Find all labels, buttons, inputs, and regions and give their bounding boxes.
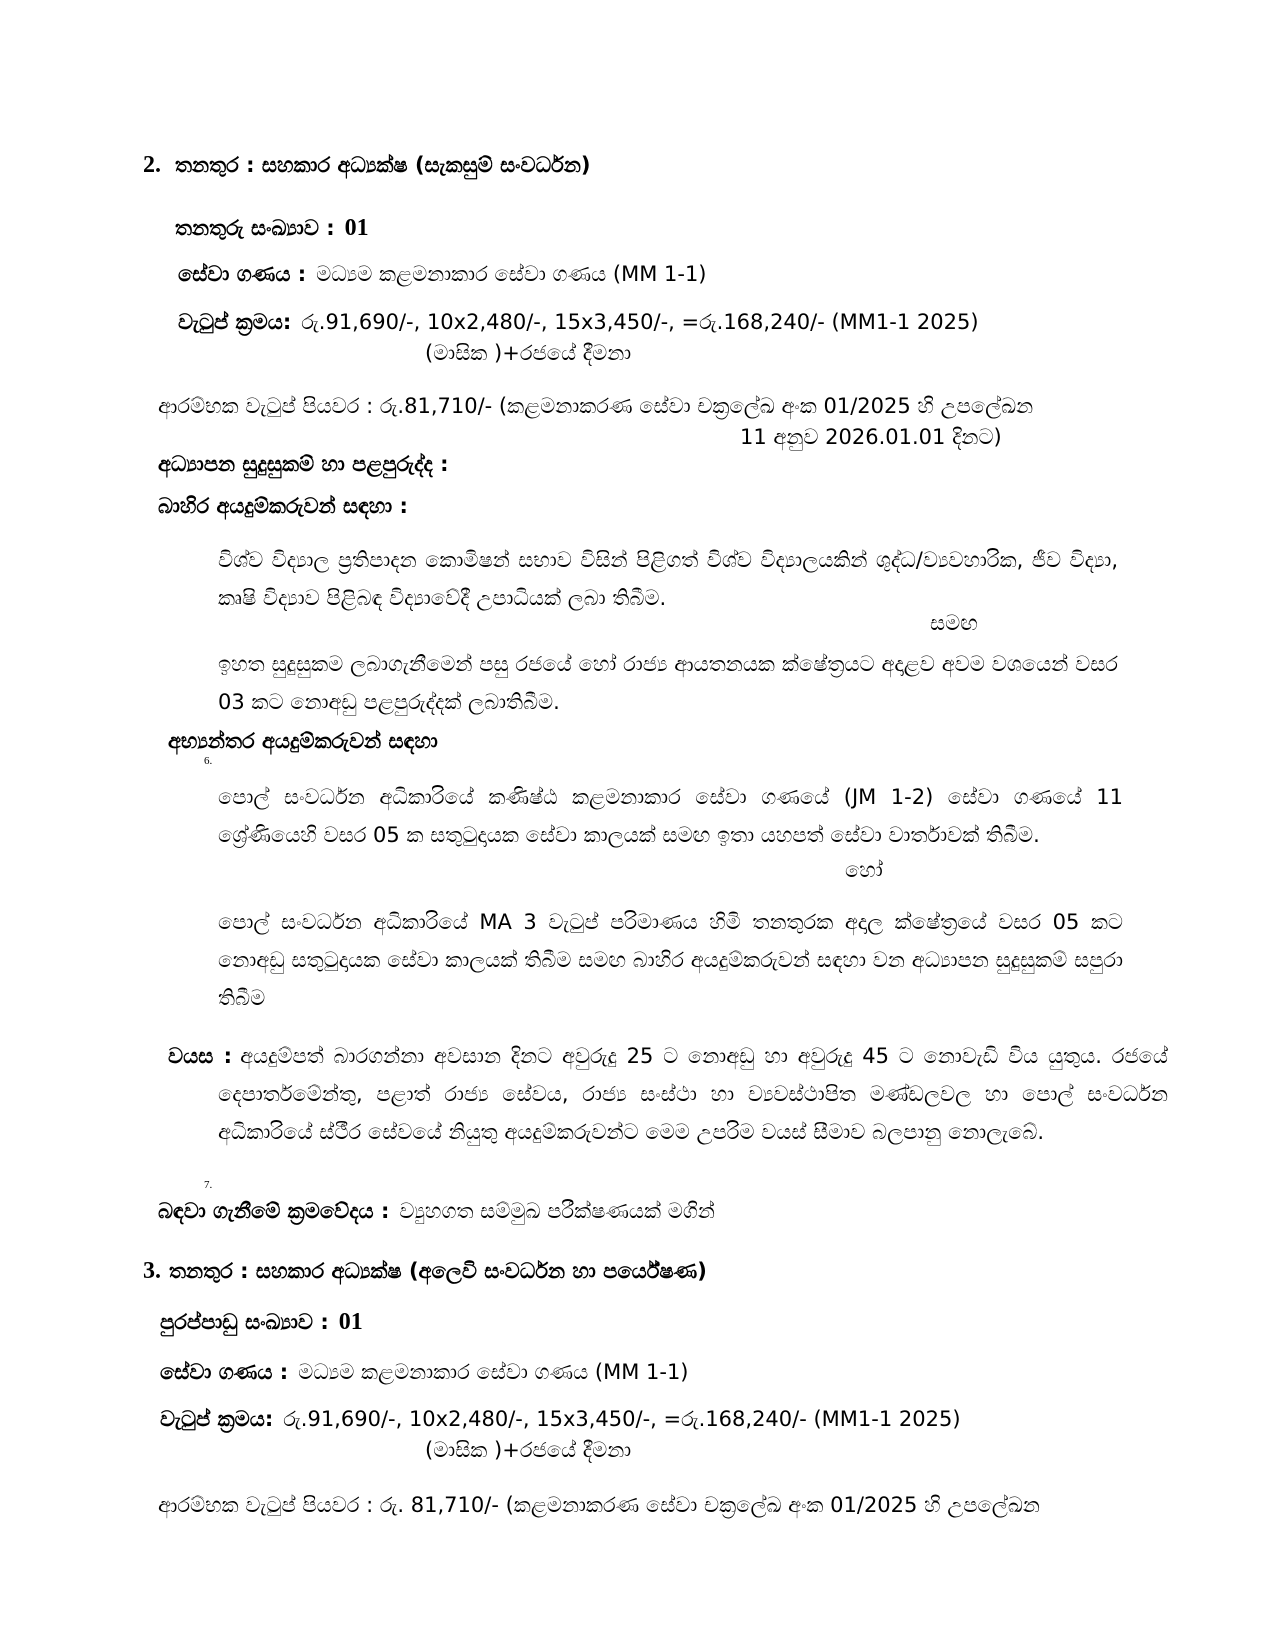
service-grade-label-3: සේවා ගණය : xyxy=(160,1360,289,1384)
recruitment-method-line xyxy=(158,1196,715,1226)
age-label: වයස : xyxy=(168,1044,233,1068)
position-3-salary-note: (මාසික )+රජයේ දීමනා xyxy=(425,1438,632,1462)
salary-scheme-value-3: රු.91,690/-, 10x2,480/-, 15x3,450/-, =රු.168,240/- (MM1-1 2025) xyxy=(283,1407,961,1431)
service-grade-label: සේවා ගණය : xyxy=(178,262,307,286)
position-3-title: තනතුර : සහකාර අධ්‍යක්ෂ (අලෙවි සංවර්ධන හා පර්යේෂණ) xyxy=(169,1259,707,1283)
footnote-marker-7: 7. xyxy=(204,1179,213,1191)
vacancy-count-label: තනතුරු සංඛ්‍යාව : xyxy=(175,216,335,240)
position-2-title: තනතුර : සහකාර අධ්‍යක්ෂ (සැකසුම් සංවර්ධන) xyxy=(175,153,591,177)
position-2-heading xyxy=(143,150,591,180)
vacancy-count-label-3: පුරප්පාඩු සංඛ්‍යාව : xyxy=(160,1310,329,1334)
age-paragraph xyxy=(168,1037,1168,1151)
position-3-service-grade-line xyxy=(160,1357,689,1387)
qualifications-heading: අධ්‍යාපන සුදුසුකම් හා පළපුරුද්ද : xyxy=(158,452,449,476)
external-experience-paragraph: ඉහත සුදුසුකම ලබාගැනීමෙන් පසු රජයේ හෝ රාජ්‍ය ආයතනයක ක්ෂේත්‍රයට අදාළව අවම වශයෙන් වසර 03 කට නොඅඩු පළපුරුද්දක් ලබාතිබීම. xyxy=(218,652,1118,714)
vacancy-count-value: 01 xyxy=(344,215,369,241)
position-2-salary-line xyxy=(178,307,979,337)
position-3-initial-salary-line1: ආරම්භක වැටුප් පියවර : රු. 81,710/- (කළමනාකරණ සේවා චක්‍රලේඛ අංක 01/2025 හි උපලේඛන xyxy=(158,1493,1040,1517)
external-qualification-paragraph: විශ්ව විද්‍යාල ප්‍රතිපාදන කොමිෂන් සභාව විසින් පිළිගත් විශ්ව විද්‍යාලයකින් ශුද්ධ/ව්‍යවහාරික, ජීව විද්‍යා, කෘෂි විද්‍යාව පිළිබඳ විද්‍යාවේදී උපාධියක් ලබා තිබීම. xyxy=(218,548,1118,610)
service-grade-value: මධ්‍යම කළමනාකාර සේවා ගණය (MM 1-1) xyxy=(316,262,707,286)
salary-scheme-label: වැටුප් ක්‍රමය: xyxy=(178,310,292,334)
conjunction-or: හෝ xyxy=(845,858,883,882)
age-text: අයදුම්පත් බාරගන්නා අවසාන දිනට අවුරුදු 25 ට නොඅඩු හා අවුරුදු 45 ට නොවැඩි විය යුතුය. රජයේ දෙපාර්තමේන්තු, පළාත් රාජ්‍ය සේවය, රාජ්‍ය සංස්ථා හා ව්‍යවස්ථාපිත මණ්ඩලවල හා පොල් සංවර්ධන අධිකාරියේ ස්ථීර සේවයේ නියුතු අයදුම්කරුවන්ට මෙම උපරිම වයස් සීමාව බලපානු නොලැබේ. xyxy=(218,1044,1168,1144)
recruitment-method-label: බඳවා ගැනීමේ ක්‍රමවේදය : xyxy=(158,1199,390,1223)
footnote-marker-6: 6. xyxy=(204,755,213,767)
position-3-salary-line xyxy=(160,1404,961,1434)
recruitment-method-value: ව්‍යුහගත සම්මුඛ පරීක්ෂණයක් මගින් xyxy=(399,1199,715,1223)
salary-scheme-value: රු.91,690/-, 10x2,480/-, 15x3,450/-, =රු.168,240/- (MM1-1 2025) xyxy=(301,310,979,334)
external-applicants-heading: බාහිර අයදුම්කරුවන් සඳහා : xyxy=(158,494,408,518)
service-grade-value-3: මධ්‍යම කළමනාකාර සේවා ගණය (MM 1-1) xyxy=(298,1360,689,1384)
position-3-heading xyxy=(143,1256,707,1286)
position-2-number: 2. xyxy=(143,152,161,178)
salary-scheme-label-3: වැටුප් ක්‍රමය: xyxy=(160,1407,274,1431)
position-2-vacancy-line xyxy=(175,213,369,243)
conjunction-with: සමඟ xyxy=(930,611,978,635)
vacancy-count-value-3: 01 xyxy=(338,1309,363,1335)
position-2-salary-note: (මාසික )+රජයේ දීමනා xyxy=(425,341,632,365)
internal-salary-scale-paragraph: පොල් සංවර්ධන අධිකාරියේ MA 3 වැටුප් පරිමාණය හිමි තනතුරක අදාල ක්ෂේත්‍රයේ වසර 05 කට නොඅඩු සතුටුදායක සේවා කාලයක් තිබීම සමඟ බාහිර අයදුම්කරුවන් සඳහා වන අධ්‍යාපන සුදුසුකම් සපුරා තිබීම xyxy=(218,910,1123,1010)
position-3-vacancy-line xyxy=(160,1307,363,1337)
internal-applicants-heading: අභ්‍යන්තර අයදුම්කරුවන් සඳහා xyxy=(168,729,438,753)
position-2-initial-salary-line2: 11 අනුව 2026.01.01 දිනට) xyxy=(740,425,1002,449)
position-2-initial-salary-line1: ආරම්භක වැටුප් පියවර : රු.81,710/- (කළමනාකරණ සේවා චක්‍රලේඛ අංක 01/2025 හි උපලේඛන xyxy=(158,394,1034,418)
position-3-number: 3. xyxy=(143,1258,161,1284)
position-2-service-grade-line xyxy=(178,259,707,289)
internal-qualification-paragraph: පොල් සංවර්ධන අධිකාරියේ කණිෂ්ඨ කළමනාකාර සේවා ගණයේ (JM 1-2) සේවා ගණයේ 11 ශ්‍රේණියෙහි වසර 05 ක සතුටුදායක සේවා කාලයක් සමඟ ඉතා යහපත් සේවා වාර්තාවක් තිබීම. xyxy=(218,785,1123,847)
